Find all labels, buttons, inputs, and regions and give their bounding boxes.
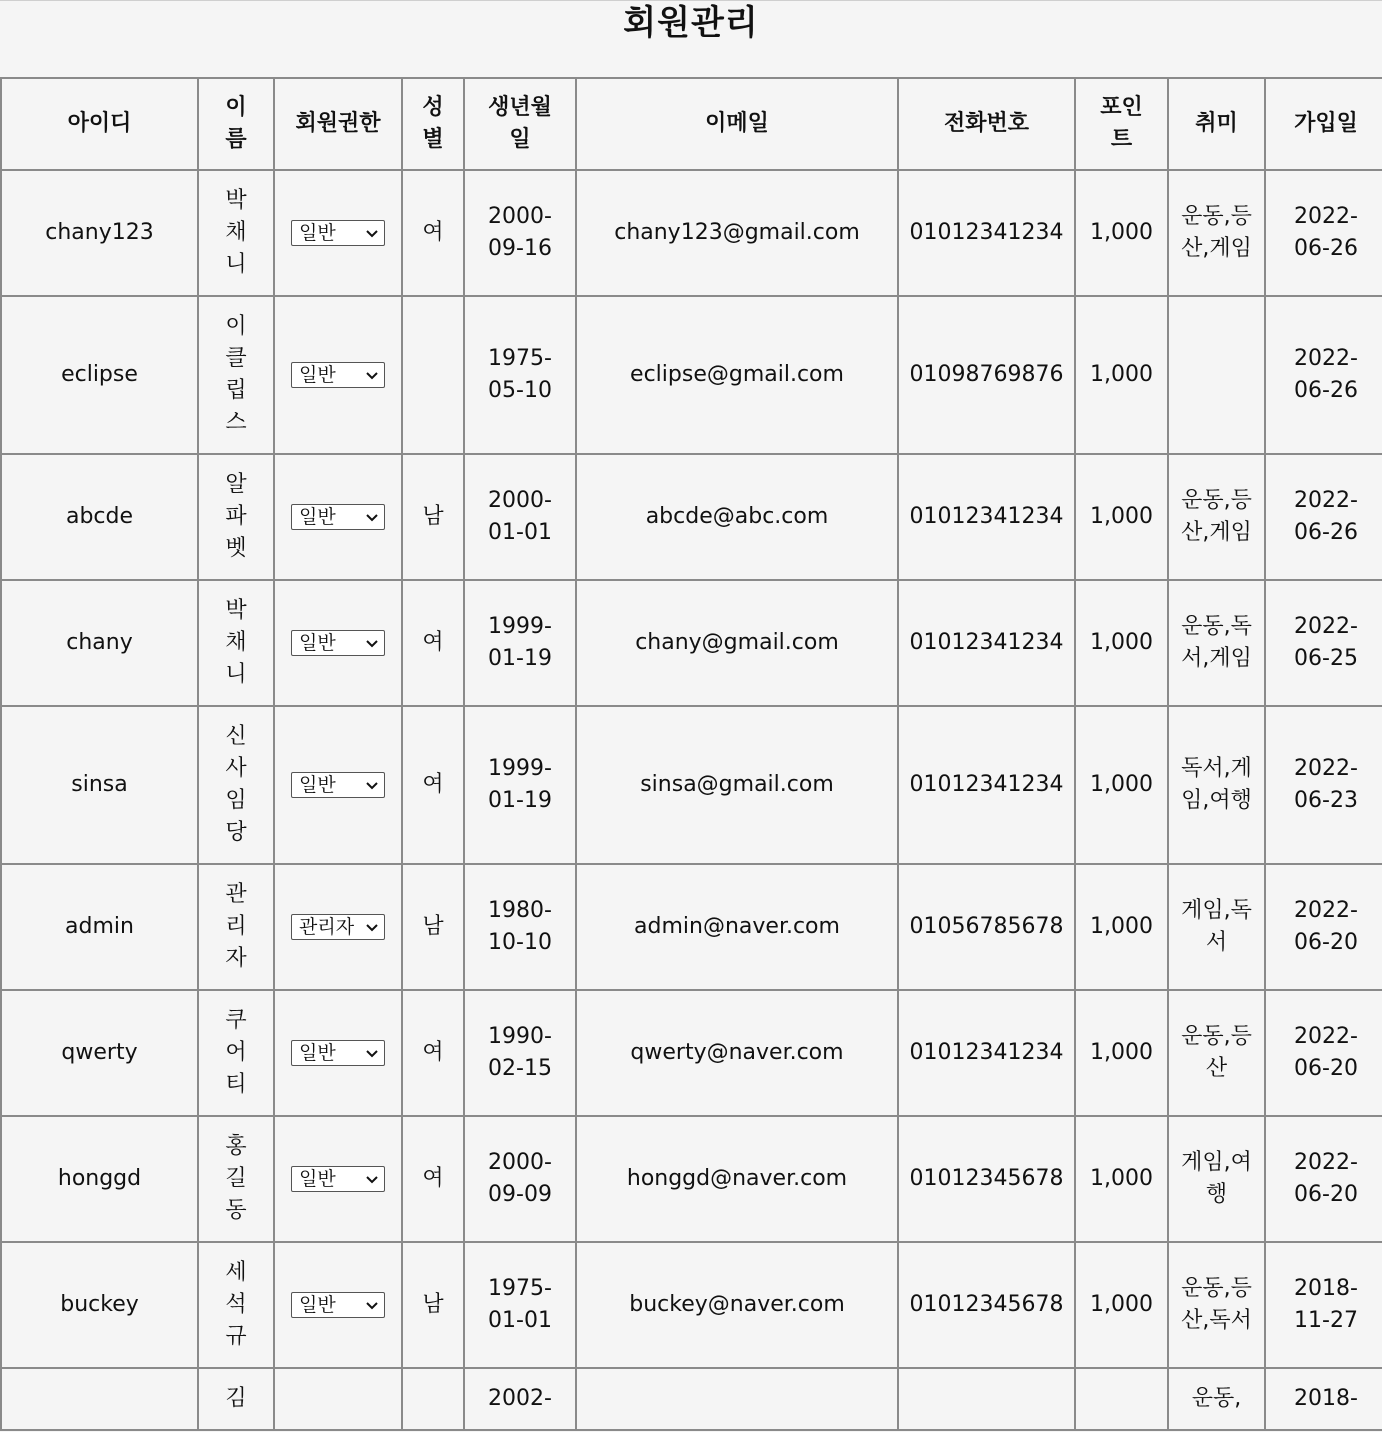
member-id-cell: admin [1, 864, 198, 990]
member-email-cell: buckey@naver.com [576, 1242, 898, 1368]
member-enroll-date-cell: 2018-11-27 [1265, 1242, 1382, 1368]
member-hobby-cell: 운동, [1168, 1368, 1265, 1430]
member-gender-cell [402, 1368, 464, 1430]
member-id-cell: qwerty [1, 990, 198, 1116]
member-enroll-date-cell: 2022-06-20 [1265, 990, 1382, 1116]
header-hobby: 취미 [1168, 78, 1265, 170]
member-email-cell: chany123@gmail.com [576, 170, 898, 296]
member-role-select[interactable] [291, 1292, 385, 1318]
member-phone-cell: 01012341234 [898, 706, 1075, 864]
member-hobby-cell: 게임,여행 [1168, 1116, 1265, 1242]
member-enroll-date-cell: 2022-06-23 [1265, 706, 1382, 864]
table-row [1, 1116, 1382, 1242]
member-id-cell: abcde [1, 454, 198, 580]
member-email-cell: honggd@naver.com [576, 1116, 898, 1242]
member-role-select[interactable] [291, 1166, 385, 1192]
member-point-cell: 1,000 [1075, 1242, 1168, 1368]
member-table-body [1, 170, 1382, 1430]
member-name-cell: 쿠어티 [198, 990, 274, 1116]
member-point-cell: 1,000 [1075, 296, 1168, 454]
member-role-value: 일반 [299, 632, 336, 654]
member-gender-cell: 남 [402, 1242, 464, 1368]
member-name-cell: 박채니 [198, 580, 274, 706]
member-email-cell: chany@gmail.com [576, 580, 898, 706]
member-phone-cell: 01012341234 [898, 454, 1075, 580]
member-name-cell: 이클립스 [198, 296, 274, 454]
member-id-cell: chany [1, 580, 198, 706]
member-role-cell [274, 580, 402, 706]
member-role-value: 관리자 [299, 916, 355, 938]
table-row [1, 1368, 1382, 1430]
member-birthday-cell: 1975-05-10 [464, 296, 576, 454]
member-role-select[interactable] [291, 772, 385, 798]
member-enroll-date-cell: 2022-06-26 [1265, 296, 1382, 454]
member-gender-cell: 여 [402, 706, 464, 864]
table-row [1, 170, 1382, 296]
member-gender-cell: 남 [402, 454, 464, 580]
member-email-cell: admin@naver.com [576, 864, 898, 990]
member-enroll-date-cell: 2022-06-26 [1265, 454, 1382, 580]
chevron-down-icon [365, 224, 379, 242]
header-gender: 성별 [402, 78, 464, 170]
member-id-cell: sinsa [1, 706, 198, 864]
member-email-cell: qwerty@naver.com [576, 990, 898, 1116]
member-role-cell [274, 864, 402, 990]
member-role-select[interactable] [291, 630, 385, 656]
member-email-cell: sinsa@gmail.com [576, 706, 898, 864]
member-name-cell: 김 [198, 1368, 274, 1430]
chevron-down-icon [365, 1296, 379, 1314]
table-header-row [1, 78, 1382, 170]
header-email: 이메일 [576, 78, 898, 170]
member-name-cell: 알파벳 [198, 454, 274, 580]
header-birthday: 생년월일 [464, 78, 576, 170]
member-phone-cell: 01012341234 [898, 580, 1075, 706]
table-row [1, 990, 1382, 1116]
member-point-cell: 1,000 [1075, 580, 1168, 706]
member-birthday-cell: 1990-02-15 [464, 990, 576, 1116]
member-role-cell [274, 296, 402, 454]
member-role-value: 일반 [299, 1042, 336, 1064]
member-name-cell: 홍길동 [198, 1116, 274, 1242]
table-row [1, 1242, 1382, 1368]
member-role-cell [274, 1116, 402, 1242]
member-email-cell: abcde@abc.com [576, 454, 898, 580]
chevron-down-icon [365, 776, 379, 794]
member-gender-cell: 여 [402, 990, 464, 1116]
member-enroll-date-cell: 2022-06-20 [1265, 864, 1382, 990]
member-hobby-cell: 운동,등산,게임 [1168, 454, 1265, 580]
member-hobby-cell: 운동,등산,게임 [1168, 170, 1265, 296]
member-enroll-date-cell: 2022-06-20 [1265, 1116, 1382, 1242]
member-point-cell: 1,000 [1075, 990, 1168, 1116]
table-row [1, 296, 1382, 454]
member-birthday-cell: 1980-10-10 [464, 864, 576, 990]
member-name-cell: 관리자 [198, 864, 274, 990]
member-name-cell: 세석규 [198, 1242, 274, 1368]
member-gender-cell [402, 296, 464, 454]
member-phone-cell: 01012345678 [898, 1116, 1075, 1242]
member-hobby-cell: 운동,등산,독서 [1168, 1242, 1265, 1368]
member-hobby-cell [1168, 296, 1265, 454]
chevron-down-icon [365, 508, 379, 526]
member-role-value: 일반 [299, 774, 336, 796]
member-birthday-cell: 2000-01-01 [464, 454, 576, 580]
chevron-down-icon [365, 918, 379, 936]
table-row [1, 864, 1382, 990]
header-phone: 전화번호 [898, 78, 1075, 170]
header-name: 이름 [198, 78, 274, 170]
member-point-cell: 1,000 [1075, 706, 1168, 864]
member-phone-cell: 01098769876 [898, 296, 1075, 454]
member-birthday-cell: 1999-01-19 [464, 706, 576, 864]
member-role-select[interactable] [291, 504, 385, 530]
member-phone-cell: 01012341234 [898, 170, 1075, 296]
member-enroll-date-cell: 2022-06-26 [1265, 170, 1382, 296]
member-birthday-cell: 2000-09-16 [464, 170, 576, 296]
chevron-down-icon [365, 366, 379, 384]
member-id-cell [1, 1368, 198, 1430]
member-hobby-cell: 독서,게임,여행 [1168, 706, 1265, 864]
member-role-value: 일반 [299, 364, 336, 386]
member-id-cell: buckey [1, 1242, 198, 1368]
member-role-cell [274, 1242, 402, 1368]
member-enroll-date-cell: 2018- [1265, 1368, 1382, 1430]
member-phone-cell: 01012345678 [898, 1242, 1075, 1368]
member-role-cell [274, 1368, 402, 1430]
member-email-cell: eclipse@gmail.com [576, 296, 898, 454]
member-birthday-cell: 1999-01-19 [464, 580, 576, 706]
header-point: 포인트 [1075, 78, 1168, 170]
chevron-down-icon [365, 1044, 379, 1062]
member-name-cell: 박채니 [198, 170, 274, 296]
member-hobby-cell: 게임,독서 [1168, 864, 1265, 990]
member-role-value: 일반 [299, 1168, 336, 1190]
member-role-select[interactable] [291, 1040, 385, 1066]
member-phone-cell: 01012341234 [898, 990, 1075, 1116]
member-table [0, 77, 1382, 1431]
member-phone-cell: 01056785678 [898, 864, 1075, 990]
member-role-cell [274, 170, 402, 296]
member-id-cell: chany123 [1, 170, 198, 296]
member-point-cell: 1,000 [1075, 170, 1168, 296]
member-gender-cell: 여 [402, 170, 464, 296]
member-gender-cell: 여 [402, 580, 464, 706]
member-role-select[interactable] [291, 362, 385, 388]
member-birthday-cell: 2000-09-09 [464, 1116, 576, 1242]
chevron-down-icon [365, 634, 379, 652]
table-row [1, 454, 1382, 580]
member-phone-cell [898, 1368, 1075, 1430]
header-role: 회원권한 [274, 78, 402, 170]
member-role-cell [274, 990, 402, 1116]
member-role-cell [274, 454, 402, 580]
member-email-cell [576, 1368, 898, 1430]
member-role-value: 일반 [299, 222, 336, 244]
member-role-select[interactable] [291, 914, 385, 940]
member-id-cell: honggd [1, 1116, 198, 1242]
member-role-cell [274, 706, 402, 864]
header-enroll-date: 가입일 [1265, 78, 1382, 170]
member-birthday-cell: 1975-01-01 [464, 1242, 576, 1368]
member-role-value: 일반 [299, 1294, 336, 1316]
member-role-value: 일반 [299, 506, 336, 528]
member-hobby-cell: 운동,등산 [1168, 990, 1265, 1116]
member-gender-cell: 여 [402, 1116, 464, 1242]
member-point-cell: 1,000 [1075, 454, 1168, 580]
chevron-down-icon [365, 1170, 379, 1188]
table-row [1, 706, 1382, 864]
member-point-cell: 1,000 [1075, 864, 1168, 990]
header-id: 아이디 [1, 78, 198, 170]
table-row [1, 580, 1382, 706]
member-hobby-cell: 운동,독서,게임 [1168, 580, 1265, 706]
page-title: 회원관리 [623, 3, 759, 43]
member-point-cell: 1,000 [1075, 1116, 1168, 1242]
member-role-select[interactable] [291, 220, 385, 246]
member-gender-cell: 남 [402, 864, 464, 990]
member-birthday-cell: 2002- [464, 1368, 576, 1430]
member-enroll-date-cell: 2022-06-25 [1265, 580, 1382, 706]
member-id-cell: eclipse [1, 296, 198, 454]
member-point-cell [1075, 1368, 1168, 1430]
member-name-cell: 신사임당 [198, 706, 274, 864]
